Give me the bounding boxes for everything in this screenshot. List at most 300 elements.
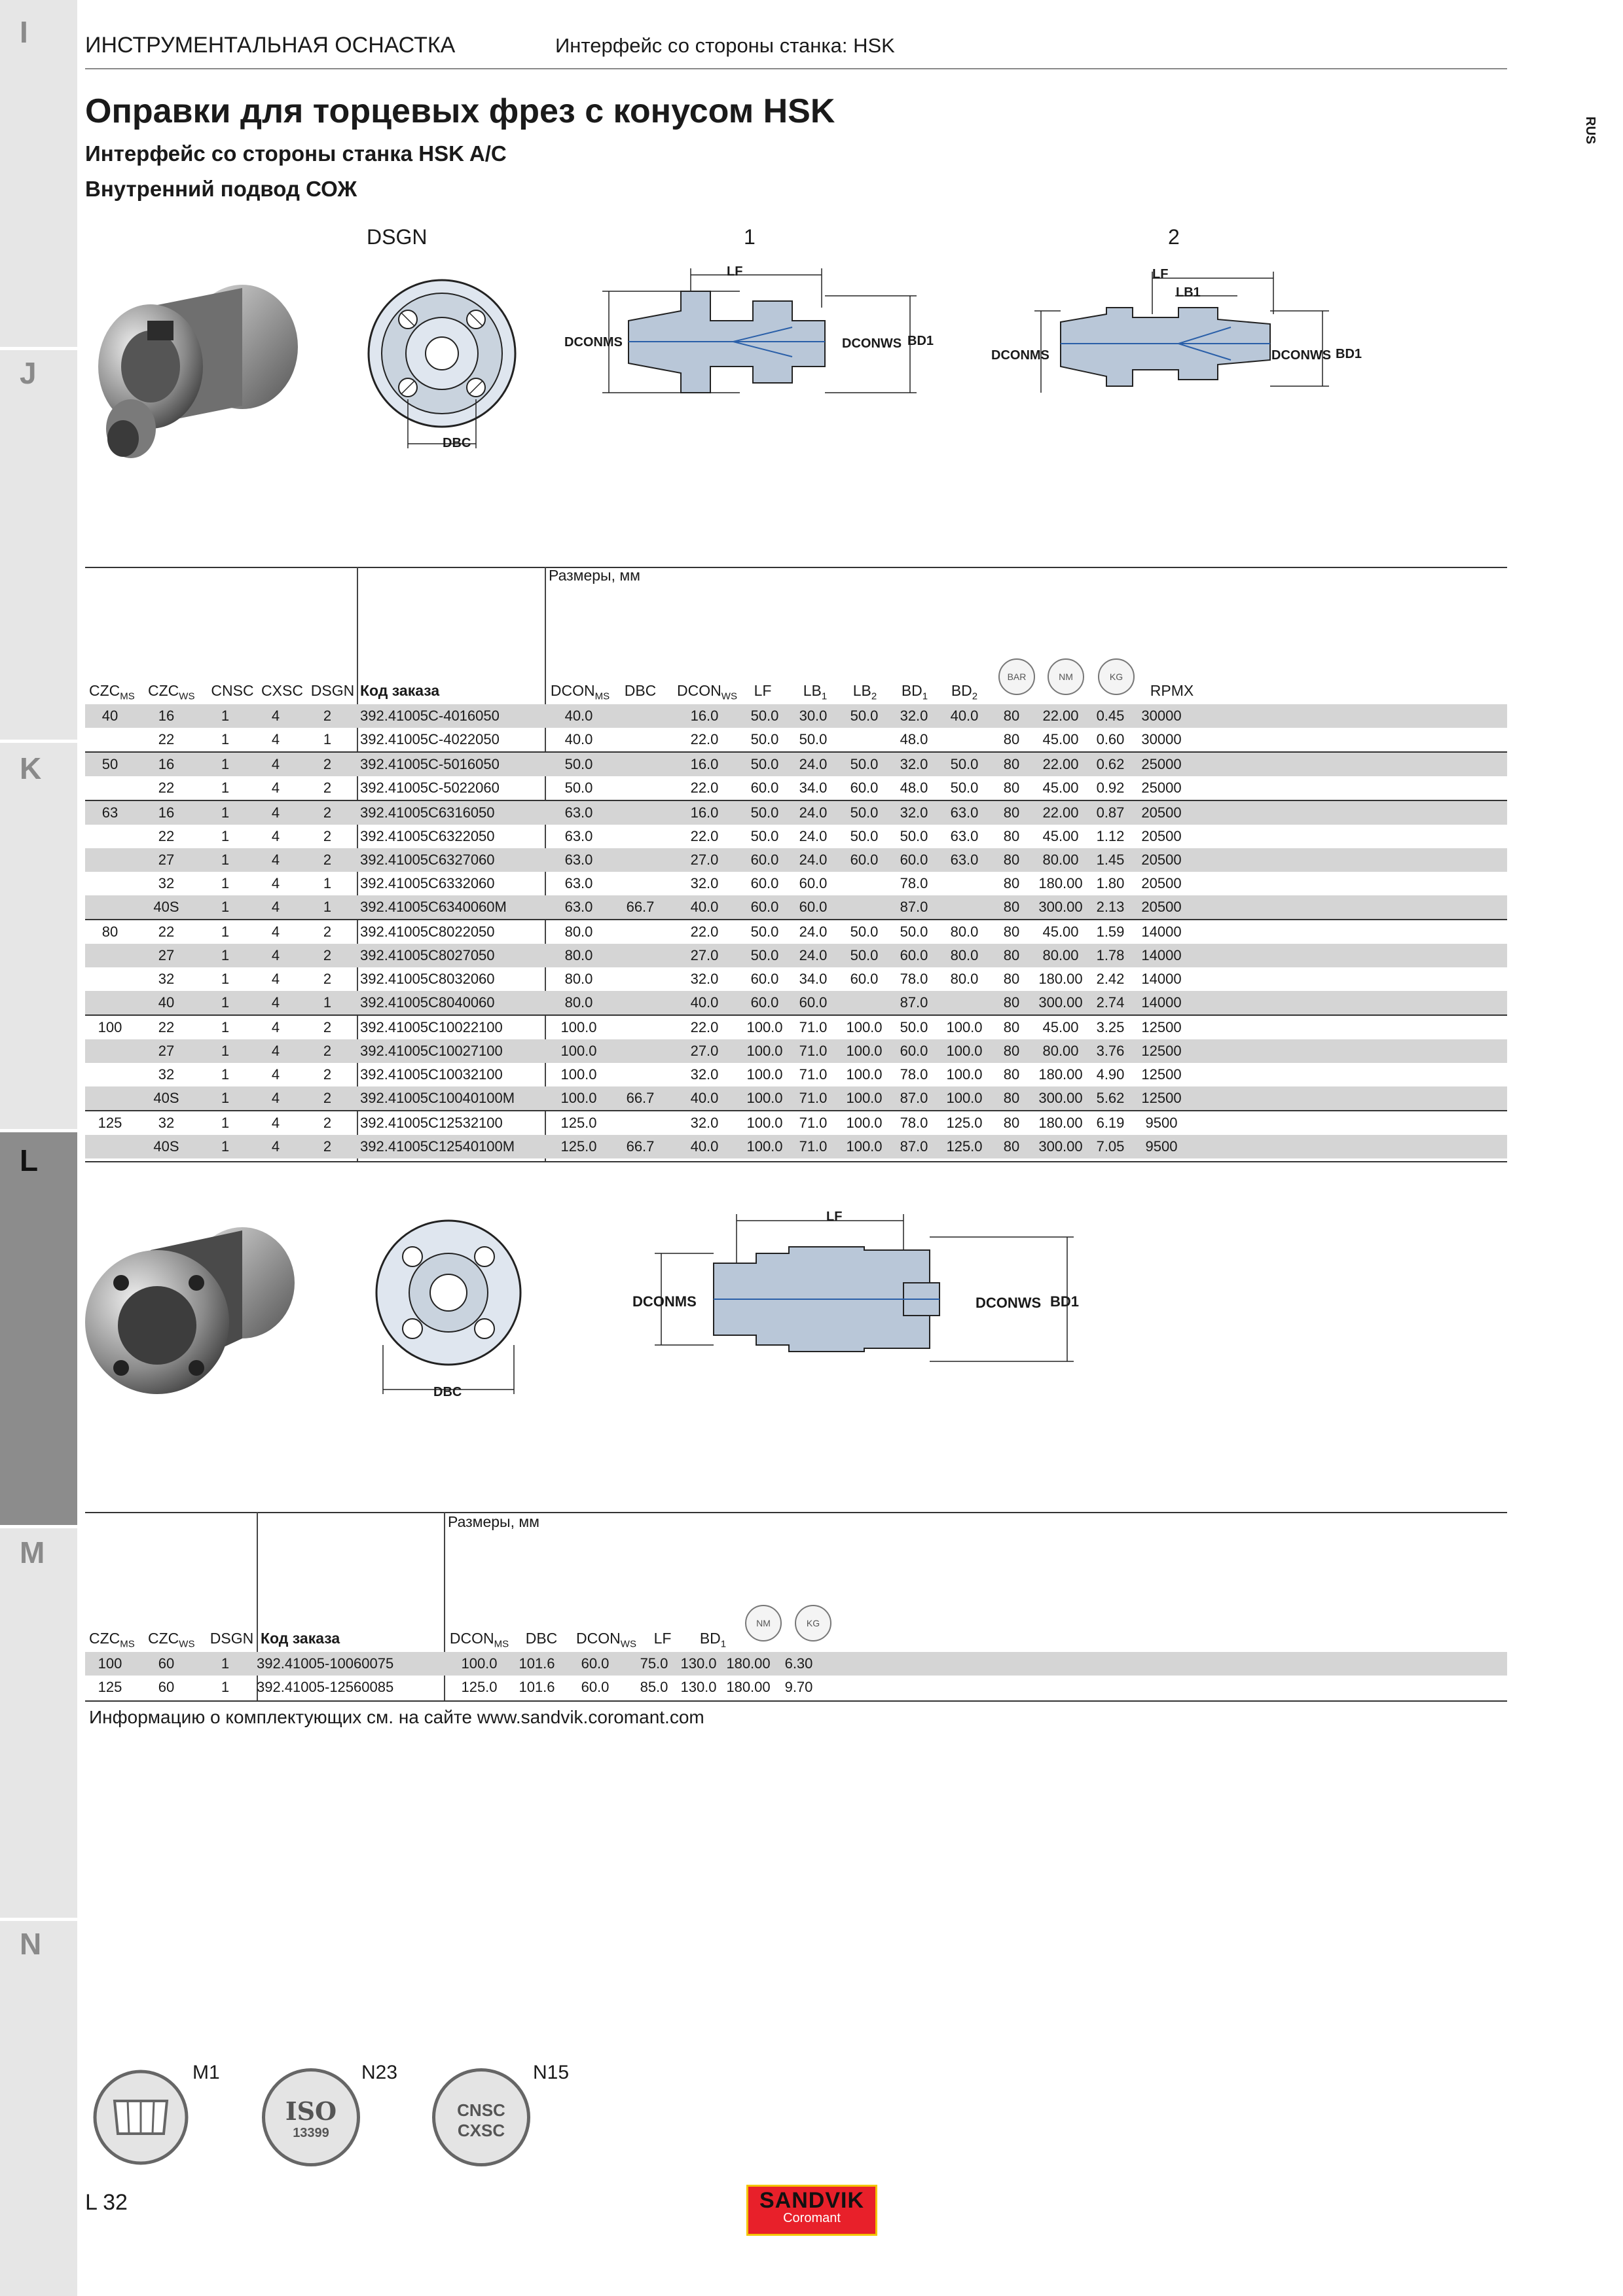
table-cell: 1 (198, 1652, 253, 1676)
table-cell: 87.0 (889, 1135, 939, 1158)
table-cell (614, 991, 666, 1015)
table-cell: 0.62 (1088, 752, 1133, 776)
page-subtitle-coolant: Внутренний подвод СОЖ (85, 177, 357, 201)
table-cell: 100.0 (543, 1039, 614, 1063)
table-cell (85, 825, 135, 848)
table-cell: 75.0 (631, 1652, 677, 1676)
nm-icon: NM (745, 1605, 782, 1641)
table-row (85, 1135, 1507, 1158)
table-cell: 80 (990, 991, 1033, 1015)
table-cell: 80 (990, 800, 1033, 825)
table-cell: 50.0 (839, 752, 889, 776)
table-cell: 80 (85, 920, 135, 944)
table-cell: 4 (253, 1086, 299, 1111)
table-cell: 100.0 (939, 1039, 990, 1063)
lb1-label: LB1 (1176, 285, 1201, 300)
order-code-cell[interactable]: 392.41005C6327060 (356, 848, 543, 872)
col-order-code: Код заказа (360, 682, 440, 699)
dbc-label: DBC (433, 1385, 462, 1399)
table-cell: 2 (299, 704, 356, 728)
table-cell: 4 (253, 1111, 299, 1135)
table-cell: 100.0 (742, 1015, 787, 1039)
col-lf: LF (653, 1630, 672, 1647)
index-tab-label: I (20, 15, 28, 49)
table-cell: 125.0 (939, 1135, 990, 1158)
table-cell: 50.0 (889, 920, 939, 944)
table-row (85, 991, 1507, 1015)
table-cell: 12500 (1133, 1086, 1190, 1111)
table-cell: 3.76 (1088, 1039, 1133, 1063)
table-cell: 32.0 (690, 1066, 719, 1083)
table-cell (85, 967, 135, 991)
design-label-dsgn: DSGN (367, 225, 428, 249)
table-cell: 1 (299, 991, 356, 1015)
table-cell: 2 (299, 1039, 356, 1063)
table-cell: 60.0 (889, 944, 939, 967)
table-cell: 50.0 (564, 780, 593, 796)
table-cell (839, 895, 889, 920)
table-cell: 80 (1003, 780, 1020, 796)
table-cell: 66.7 (614, 1135, 666, 1158)
table-cell (85, 895, 135, 920)
table-cell: 80.00 (1033, 1039, 1088, 1063)
table-cell: 80 (1003, 875, 1020, 891)
col-dcon-ms: $DCON_{MS}$ (449, 1630, 509, 1650)
table-cell: 100.0 (939, 1015, 990, 1039)
table-cell: 78.0 (900, 1066, 928, 1083)
table-cell (614, 848, 666, 872)
table-cell: 100.0 (839, 1015, 889, 1039)
table-cell: 1.80 (1096, 875, 1125, 891)
order-code-cell[interactable]: 392.41005C-4022050 (360, 731, 500, 747)
table-cell (614, 920, 666, 944)
table-cell: 27.0 (666, 848, 742, 872)
table-cell: 40S (135, 895, 198, 920)
table-cell: 87.0 (889, 991, 939, 1015)
table-cell: 2 (299, 752, 356, 776)
table-cell: 60.0 (742, 895, 787, 920)
header-divider (85, 68, 1507, 69)
table-row (85, 1015, 1507, 1039)
table-cell: 14000 (1141, 971, 1182, 987)
order-code-cell[interactable]: 392.41005C-5022060 (360, 780, 500, 796)
table-cell: 1.45 (1088, 848, 1133, 872)
table-cell: 80 (990, 704, 1033, 728)
table-cell: 100.0 (839, 1135, 889, 1158)
table-cell: 40.0 (666, 1135, 742, 1158)
table-cell: 71.0 (787, 1111, 839, 1135)
index-tab-m[interactable] (0, 1528, 77, 1918)
brand-sub: Coromant (783, 2211, 841, 2225)
dcon-ws-label: DCONWS (1271, 348, 1332, 363)
order-code-cell[interactable]: 392.41005C6332060 (360, 875, 495, 891)
table-cell: 1 (198, 991, 253, 1015)
table-cell: 22 (135, 1015, 198, 1039)
order-code-cell[interactable]: 392.41005C8032060 (360, 971, 495, 987)
table-cell: 32.0 (889, 752, 939, 776)
table-cell: 4.90 (1096, 1066, 1125, 1083)
table-cell: 24.0 (799, 828, 828, 844)
table-cell: 80 (990, 920, 1033, 944)
index-tab-label: J (20, 356, 37, 390)
table-cell: 80 (1003, 731, 1020, 747)
table-cell: 32.0 (690, 971, 719, 987)
table-cell (85, 1135, 135, 1158)
sandvik-coromant-logo (746, 2185, 877, 2236)
dbc-label: DBC (443, 436, 471, 450)
order-code-cell[interactable]: 392.41005C6340060M (356, 895, 543, 920)
table-cell: 180.00 (1033, 1111, 1088, 1135)
table-cell: 1 (221, 875, 230, 891)
table-cell (614, 967, 666, 991)
table-cell (85, 728, 135, 752)
table-cell: 100.0 (742, 1111, 787, 1135)
table-row (85, 944, 1507, 967)
order-code-cell[interactable]: 392.41005C-4016050 (356, 704, 543, 728)
table-cell: 1 (198, 752, 253, 776)
table-cell: 16 (135, 800, 198, 825)
table-cell (85, 1039, 135, 1063)
iso-number: 13399 (293, 2126, 329, 2140)
order-code-cell[interactable]: 392.41005C10022100 (356, 1015, 543, 1039)
table-cell: 7.05 (1088, 1135, 1133, 1158)
table-cell: 1 (198, 800, 253, 825)
table-cell: 60.0 (889, 848, 939, 872)
order-code-cell[interactable]: 392.41005C12540100M (356, 1135, 543, 1158)
table-cell: 32.0 (666, 1111, 742, 1135)
table-cell: 60.0 (750, 971, 779, 987)
table-cell: 48.0 (900, 731, 928, 747)
table-cell: 1 (299, 895, 356, 920)
table-cell: 80 (990, 848, 1033, 872)
table-cell: 80 (990, 1111, 1033, 1135)
iso-badge[interactable] (262, 2068, 360, 2166)
ref-n23-label[interactable]: N23 (361, 2062, 398, 2083)
table-cell: 2.74 (1088, 991, 1133, 1015)
table-row (85, 967, 1507, 991)
order-code-cell[interactable]: 392.41005C8040060 (356, 991, 543, 1015)
table-cell: 50.0 (750, 731, 779, 747)
table-cell (939, 728, 990, 752)
table-cell: 66.7 (614, 895, 666, 920)
table-cell: 100.0 (839, 1039, 889, 1063)
table-cell: 100.0 (543, 1086, 614, 1111)
table-cell (614, 800, 666, 825)
table-cell: 71.0 (787, 1039, 839, 1063)
table2-bottom-rule (85, 1700, 1507, 1702)
table-row (85, 704, 1507, 728)
table-cell: 50 (85, 752, 135, 776)
table-cell: 60.0 (750, 875, 779, 891)
table1-group-label: Размеры, мм (549, 567, 640, 584)
table-cell: 101.6 (515, 1652, 559, 1676)
table-cell: 80.0 (564, 971, 593, 987)
product-photo-shell-arbor (65, 1211, 314, 1427)
front-view-drawing (367, 268, 517, 491)
bd1-label: BD1 (1050, 1293, 1080, 1310)
table-cell: 60 (158, 1679, 175, 1695)
order-code-cell[interactable]: 392.41005-12560085 (257, 1679, 394, 1695)
table-cell: 50.0 (950, 780, 979, 796)
order-code-cell[interactable]: 392.41005C-5016050 (356, 752, 543, 776)
table-cell: 4 (253, 1015, 299, 1039)
table-cell: 4 (253, 920, 299, 944)
table-cell: 3.25 (1088, 1015, 1133, 1039)
table-cell: 22.00 (1033, 800, 1088, 825)
table-cell: 40.0 (939, 704, 990, 728)
table-cell: 2 (323, 828, 332, 844)
table-cell: 80.0 (939, 920, 990, 944)
table-cell: 1.78 (1088, 944, 1133, 967)
language-label: RUS (1583, 117, 1597, 145)
table-cell: 1 (198, 1135, 253, 1158)
table-cell: 80 (990, 752, 1033, 776)
table-cell: 78.0 (900, 875, 928, 891)
table-row (85, 825, 1507, 848)
order-code-cell[interactable]: 392.41005C8027050 (356, 944, 543, 967)
table-cell: 16 (135, 704, 198, 728)
table-cell: 2 (299, 1135, 356, 1158)
table-cell: 71.0 (787, 1135, 839, 1158)
table-cell: 60.0 (559, 1652, 631, 1676)
table-cell: 80 (990, 944, 1033, 967)
order-code-cell[interactable]: 392.41005C6316050 (356, 800, 543, 825)
table-cell: 12500 (1133, 1015, 1190, 1039)
subsection-title: Интерфейс со стороны станка: HSK (555, 34, 895, 57)
col-lb1: $LB_1$ (803, 682, 828, 702)
page-number: L 32 (85, 2190, 128, 2215)
table-cell: 101.6 (519, 1679, 555, 1695)
table-cell: 180.00 (720, 1652, 776, 1676)
index-tab-n[interactable] (0, 1921, 77, 2296)
table-cell: 40.0 (543, 704, 614, 728)
table-cell: 1.59 (1088, 920, 1133, 944)
table-cell: 40.0 (666, 1086, 742, 1111)
table-cell: 4 (253, 991, 299, 1015)
order-code-cell[interactable]: 392.41005C6322050 (360, 828, 495, 844)
table-cell: 32 (158, 875, 175, 891)
table-cell: 180.00 (1038, 1066, 1083, 1083)
table-cell: 40.0 (564, 731, 593, 747)
ref-m1-label[interactable]: M1 (192, 2062, 220, 2083)
table-cell: 300.00 (1033, 1135, 1088, 1158)
table-cell: 27 (135, 1039, 198, 1063)
table-cell: 60.0 (799, 875, 828, 891)
nm-icon: NM (1048, 658, 1084, 695)
table1-bottom-rule (85, 1161, 1507, 1162)
table-cell: 24.0 (787, 920, 839, 944)
table-row (85, 1086, 1507, 1111)
table-cell: 63.0 (939, 848, 990, 872)
order-code-cell[interactable]: 392.41005C12532100 (356, 1111, 543, 1135)
cxsc-text: CXSC (457, 2121, 505, 2140)
table-cell: 32 (158, 1066, 175, 1083)
table-cell: 4 (253, 1039, 299, 1063)
table-cell: 6.30 (776, 1652, 821, 1676)
table-cell: 2.42 (1096, 971, 1125, 987)
table-cell (614, 1015, 666, 1039)
table-row (85, 848, 1507, 872)
table-cell: 80.0 (939, 944, 990, 967)
table-cell: 45.00 (1042, 731, 1079, 747)
col-dbc: DBC (525, 1630, 558, 1647)
collet-icon[interactable] (92, 2068, 190, 2166)
table-cell: 60 (135, 1652, 198, 1676)
table-cell: 1 (323, 731, 332, 747)
order-code-cell[interactable]: 392.41005C8022050 (356, 920, 543, 944)
table-cell: 80 (990, 1039, 1033, 1063)
table-cell: 1 (221, 1679, 230, 1695)
table-cell: 100 (85, 1652, 135, 1676)
col-cxsc: CXSC (261, 682, 303, 699)
table-cell: 4 (271, 828, 280, 844)
cnsc-cxsc-badge[interactable] (432, 2068, 530, 2166)
table-cell: 22.0 (666, 1015, 742, 1039)
page-title: Оправки для торцевых фрез с конусом HSK (85, 92, 835, 130)
table-cell: 9500 (1133, 1135, 1190, 1158)
table-cell (85, 1063, 135, 1086)
order-code-cell[interactable]: 392.41005-10060075 (253, 1652, 444, 1676)
table-cell: 30000 (1133, 704, 1190, 728)
table-cell (614, 825, 666, 848)
table-cell: 100 (85, 1015, 135, 1039)
table-cell (614, 1039, 666, 1063)
table-cell (839, 728, 889, 752)
col-bd1: $BD_1$ (699, 1630, 727, 1650)
col-czc-ws: $CZC_{WS}$ (148, 682, 195, 702)
table-cell (85, 776, 135, 800)
table-cell: 50.0 (543, 752, 614, 776)
table-cell: 12500 (1133, 1039, 1190, 1063)
table-cell: 4 (271, 1066, 280, 1083)
col-czc-ms: $CZC_{MS}$ (89, 1630, 135, 1650)
ref-n15-label[interactable]: N15 (533, 2062, 570, 2083)
shell-arbor-spec-table (85, 1652, 1507, 1699)
table-cell (85, 1086, 135, 1111)
table-cell (85, 991, 135, 1015)
col-dcon-ms: $DCON_{MS}$ (550, 682, 610, 702)
table-cell: 2 (299, 1015, 356, 1039)
page-subtitle-interface: Интерфейс со стороны станка HSK A/C (85, 141, 507, 166)
order-code-cell[interactable]: 392.41005C10027100 (356, 1039, 543, 1063)
table-cell: 80.00 (1033, 848, 1088, 872)
col-czc-ws: $CZC_{WS}$ (148, 1630, 195, 1650)
table-cell: 4 (253, 752, 299, 776)
table-cell (614, 944, 666, 967)
table-cell: 30.0 (787, 704, 839, 728)
col-cnsc: CNSC (211, 682, 254, 699)
table-cell: 63.0 (543, 800, 614, 825)
bd1-label: BD1 (907, 334, 934, 348)
table-cell: 20500 (1133, 848, 1190, 872)
table-cell: 22.00 (1033, 752, 1088, 776)
order-code-cell[interactable]: 392.41005C10032100 (360, 1066, 503, 1083)
table1-top-rule (85, 567, 1507, 568)
table-row (85, 752, 1507, 776)
table-cell: 22 (158, 780, 175, 796)
col-dcon-ws: $DCON_{WS}$ (576, 1630, 636, 1650)
table-cell: 60.0 (742, 848, 787, 872)
table-cell: 6.19 (1088, 1111, 1133, 1135)
table-cell: 60.0 (742, 991, 787, 1015)
table-cell: 66.7 (614, 1086, 666, 1111)
table-cell: 80.0 (543, 920, 614, 944)
table-cell: 2 (299, 920, 356, 944)
table-cell: 4 (253, 944, 299, 967)
table-cell (85, 944, 135, 967)
table-cell: 180.00 (1038, 971, 1083, 987)
table-cell: 100.0 (742, 1086, 787, 1111)
table-cell: 34.0 (799, 780, 828, 796)
table-cell: 5.62 (1088, 1086, 1133, 1111)
table-cell: 45.00 (1042, 780, 1079, 796)
table-cell: 125.0 (939, 1111, 990, 1135)
table-cell: 80 (1003, 971, 1020, 987)
iso-text: ISO (285, 2096, 337, 2126)
table-cell: 80 (1003, 1066, 1020, 1083)
table-cell: 100.0 (839, 1086, 889, 1111)
col-lb2: $LB_2$ (852, 682, 877, 702)
table-cell: 100.0 (939, 1086, 990, 1111)
table-cell: 2 (299, 1086, 356, 1111)
table-cell: 125.0 (461, 1679, 498, 1695)
table-cell: 1 (198, 944, 253, 967)
col-dsgn: DSGN (310, 682, 355, 699)
table-cell: 9.70 (784, 1679, 813, 1695)
col-order-code: Код заказа (261, 1630, 340, 1647)
table-cell: 2 (299, 944, 356, 967)
table-cell: 30000 (1141, 731, 1182, 747)
table-row (85, 776, 1507, 800)
table-cell: 34.0 (799, 971, 828, 987)
table-cell: 40.0 (666, 895, 742, 920)
table-cell: 22.0 (690, 731, 719, 747)
table-cell: 1 (221, 780, 230, 796)
table-cell: 24.0 (787, 848, 839, 872)
table-cell: 16.0 (666, 752, 742, 776)
table-cell: 63 (85, 800, 135, 825)
col-czc-ms: $CZC_{MS}$ (89, 682, 135, 702)
col-bd1: $BD_1$ (901, 682, 928, 702)
cnsc-text: CNSC (457, 2100, 505, 2120)
table-cell: 100.0 (839, 1111, 889, 1135)
table-row (85, 1676, 1507, 1699)
table-cell: 2 (323, 971, 332, 987)
table-cell: 50.0 (839, 944, 889, 967)
table-cell: 1 (221, 828, 230, 844)
index-tab-k[interactable] (0, 743, 77, 1129)
index-tab-label: L (20, 1143, 39, 1177)
table-cell: 1 (198, 1015, 253, 1039)
table-cell: 32.0 (690, 875, 719, 891)
table-cell: 1 (198, 1086, 253, 1111)
col-dsgn: DSGN (210, 1630, 254, 1647)
table-cell: 80 (990, 895, 1033, 920)
order-code-cell[interactable]: 392.41005C10040100M (356, 1086, 543, 1111)
table-cell: 1 (198, 848, 253, 872)
table-cell: 1 (221, 731, 230, 747)
table-cell: 14000 (1133, 920, 1190, 944)
table-cell: 22 (158, 828, 175, 844)
table2-top-rule (85, 1512, 1507, 1513)
table-cell: 71.0 (787, 1015, 839, 1039)
table-cell: 60.0 (839, 848, 889, 872)
table-cell: 63.0 (543, 895, 614, 920)
table-cell: 4 (271, 731, 280, 747)
table-cell: 60.0 (889, 1039, 939, 1063)
table-cell (614, 872, 666, 895)
table2-group-label: Размеры, мм (448, 1513, 539, 1530)
